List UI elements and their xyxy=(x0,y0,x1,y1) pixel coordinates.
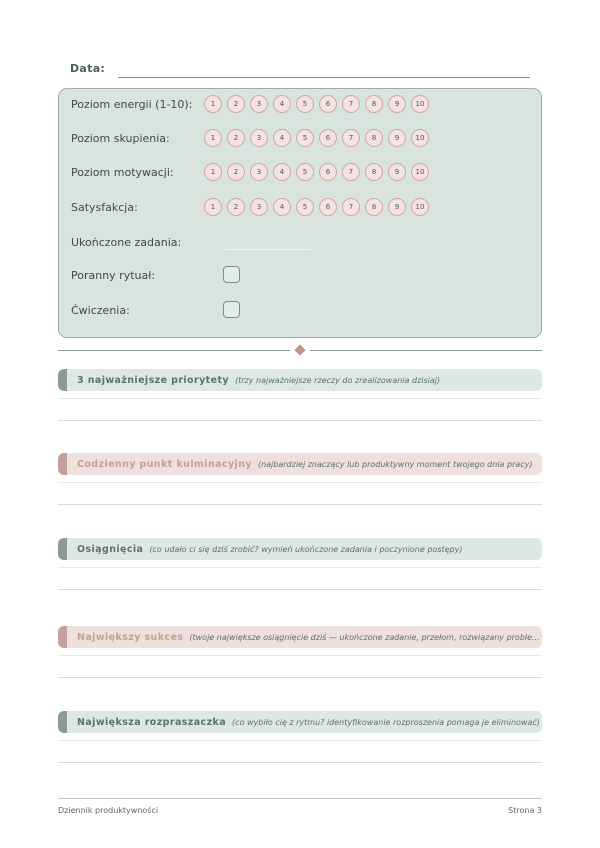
date-label: Data: xyxy=(70,62,106,75)
section-subtitle: (co udało ci się dziś zrobić? wymień ukończone zadania i poczynione postępy) xyxy=(149,544,463,554)
rating-circle-6[interactable]: 6 xyxy=(319,95,337,113)
rating-circle-1[interactable]: 1 xyxy=(204,95,222,113)
rating-circle-3[interactable]: 3 xyxy=(250,198,268,216)
section-highlight-header xyxy=(58,453,542,475)
rating-circle-6[interactable]: 6 xyxy=(319,163,337,181)
tasks-label: Ukończone zadania: xyxy=(71,235,182,249)
rating-circle-7[interactable]: 7 xyxy=(342,163,360,181)
rating-circle-8[interactable]: 8 xyxy=(365,95,383,113)
rating-circle-4[interactable]: 4 xyxy=(273,129,291,147)
writing-line[interactable] xyxy=(58,762,542,763)
section-accent-bar xyxy=(58,626,67,648)
ritual-label: Poranny rytuał: xyxy=(71,268,156,282)
writing-line[interactable] xyxy=(58,482,542,483)
rating-circle-2[interactable]: 2 xyxy=(227,163,245,181)
section-accent-bar xyxy=(58,711,67,733)
rating-circle-8[interactable]: 8 xyxy=(365,129,383,147)
section-title: Największa rozpraszaczka xyxy=(77,716,227,728)
writing-line[interactable] xyxy=(58,589,542,590)
section-title: 3 najważniejsze priorytety xyxy=(77,374,229,386)
writing-line[interactable] xyxy=(58,567,542,568)
rating-circle-4[interactable]: 4 xyxy=(273,95,291,113)
satisfaction-label: Satysfakcja: xyxy=(71,200,138,214)
rating-circle-5[interactable]: 5 xyxy=(296,95,314,113)
metric-row-satisfaction xyxy=(71,198,531,216)
section-achievements-header xyxy=(58,538,542,560)
section-accent-bar xyxy=(58,538,67,560)
metric-row-energy xyxy=(71,95,531,113)
section-subtitle: (co wybiło cię z rytmu? identyfikowanie rozproszenia pomaga je eliminować) xyxy=(232,717,540,727)
energy-label: Poziom energii (1-10): xyxy=(71,97,193,111)
metric-row-tasks xyxy=(71,233,531,251)
section-biggest-win-header xyxy=(58,626,542,648)
divider-line-left xyxy=(58,350,290,351)
motivation-label: Poziom motywacji: xyxy=(71,165,174,179)
footer-journal-name: Dziennik produktywności xyxy=(58,806,159,815)
divider-line-right xyxy=(310,350,542,351)
rating-circle-5[interactable]: 5 xyxy=(296,198,314,216)
metric-row-motivation xyxy=(71,163,531,181)
rating-circle-2[interactable]: 2 xyxy=(227,198,245,216)
section-title: Największy sukces xyxy=(77,631,184,643)
section-subtitle: (najbardziej znaczący lub produktywny moment twojego dnia pracy) xyxy=(257,459,533,469)
daily-metrics-box xyxy=(58,88,542,338)
rating-scale-energy xyxy=(204,95,429,113)
metric-row-ritual xyxy=(71,266,531,284)
section-subtitle: (twoje największe osiągnięcie dziś — ukończone zadanie, przełom, rozwiązany proble... xyxy=(189,632,540,642)
section-achievements xyxy=(58,538,542,598)
section-highlight xyxy=(58,453,542,513)
rating-circle-4[interactable]: 4 xyxy=(273,163,291,181)
rating-circle-10[interactable]: 10 xyxy=(411,95,429,113)
rating-circle-9[interactable]: 9 xyxy=(388,95,406,113)
rating-circle-10[interactable]: 10 xyxy=(411,198,429,216)
metric-row-focus xyxy=(71,129,531,147)
rating-circle-9[interactable]: 9 xyxy=(388,129,406,147)
focus-label: Poziom skupienia: xyxy=(71,131,170,145)
rating-circle-7[interactable]: 7 xyxy=(342,198,360,216)
rating-circle-5[interactable]: 5 xyxy=(296,163,314,181)
rating-circle-4[interactable]: 4 xyxy=(273,198,291,216)
writing-line[interactable] xyxy=(58,420,542,421)
rating-circle-5[interactable]: 5 xyxy=(296,129,314,147)
rating-circle-3[interactable]: 3 xyxy=(250,163,268,181)
date-fill-line[interactable] xyxy=(118,77,530,78)
rating-scale-motivation xyxy=(204,163,429,181)
rating-circle-10[interactable]: 10 xyxy=(411,163,429,181)
writing-line[interactable] xyxy=(58,398,542,399)
rating-circle-7[interactable]: 7 xyxy=(342,95,360,113)
section-accent-bar xyxy=(58,369,67,391)
rating-circle-7[interactable]: 7 xyxy=(342,129,360,147)
rating-scale-satisfaction xyxy=(204,198,429,216)
rating-circle-1[interactable]: 1 xyxy=(204,198,222,216)
writing-line[interactable] xyxy=(58,740,542,741)
rating-circle-1[interactable]: 1 xyxy=(204,129,222,147)
rating-circle-8[interactable]: 8 xyxy=(365,163,383,181)
rating-circle-10[interactable]: 10 xyxy=(411,129,429,147)
rating-circle-6[interactable]: 6 xyxy=(319,129,337,147)
section-title: Codzienny punkt kulminacyjny xyxy=(77,458,252,470)
rating-circle-1[interactable]: 1 xyxy=(204,163,222,181)
section-accent-bar xyxy=(58,453,67,475)
rating-circle-8[interactable]: 8 xyxy=(365,198,383,216)
rating-circle-6[interactable]: 6 xyxy=(319,198,337,216)
rating-scale-focus xyxy=(204,129,429,147)
footer-page-number: Strona 3 xyxy=(508,806,542,815)
section-priorities xyxy=(58,369,542,429)
footer-divider xyxy=(58,798,542,799)
section-distraction-header xyxy=(58,711,542,733)
metric-row-exercise xyxy=(71,301,531,319)
rating-circle-9[interactable]: 9 xyxy=(388,163,406,181)
diamond-icon xyxy=(294,344,305,355)
writing-line[interactable] xyxy=(58,504,542,505)
section-distraction xyxy=(58,711,542,771)
section-biggest-win xyxy=(58,626,542,686)
section-title: Osiągnięcia xyxy=(77,543,144,555)
rating-circle-9[interactable]: 9 xyxy=(388,198,406,216)
section-priorities-header xyxy=(58,369,542,391)
section-subtitle: (trzy najważniejsze rzeczy do zrealizowania dzisiaj) xyxy=(234,375,441,385)
exercise-checkbox[interactable] xyxy=(223,301,240,318)
exercise-label: Ćwiczenia: xyxy=(71,303,130,317)
writing-line[interactable] xyxy=(58,655,542,656)
tasks-fill-line[interactable] xyxy=(225,249,311,250)
writing-line[interactable] xyxy=(58,677,542,678)
ritual-checkbox[interactable] xyxy=(223,266,240,283)
rating-circle-3[interactable]: 3 xyxy=(250,129,268,147)
rating-circle-2[interactable]: 2 xyxy=(227,129,245,147)
rating-circle-2[interactable]: 2 xyxy=(227,95,245,113)
rating-circle-3[interactable]: 3 xyxy=(250,95,268,113)
